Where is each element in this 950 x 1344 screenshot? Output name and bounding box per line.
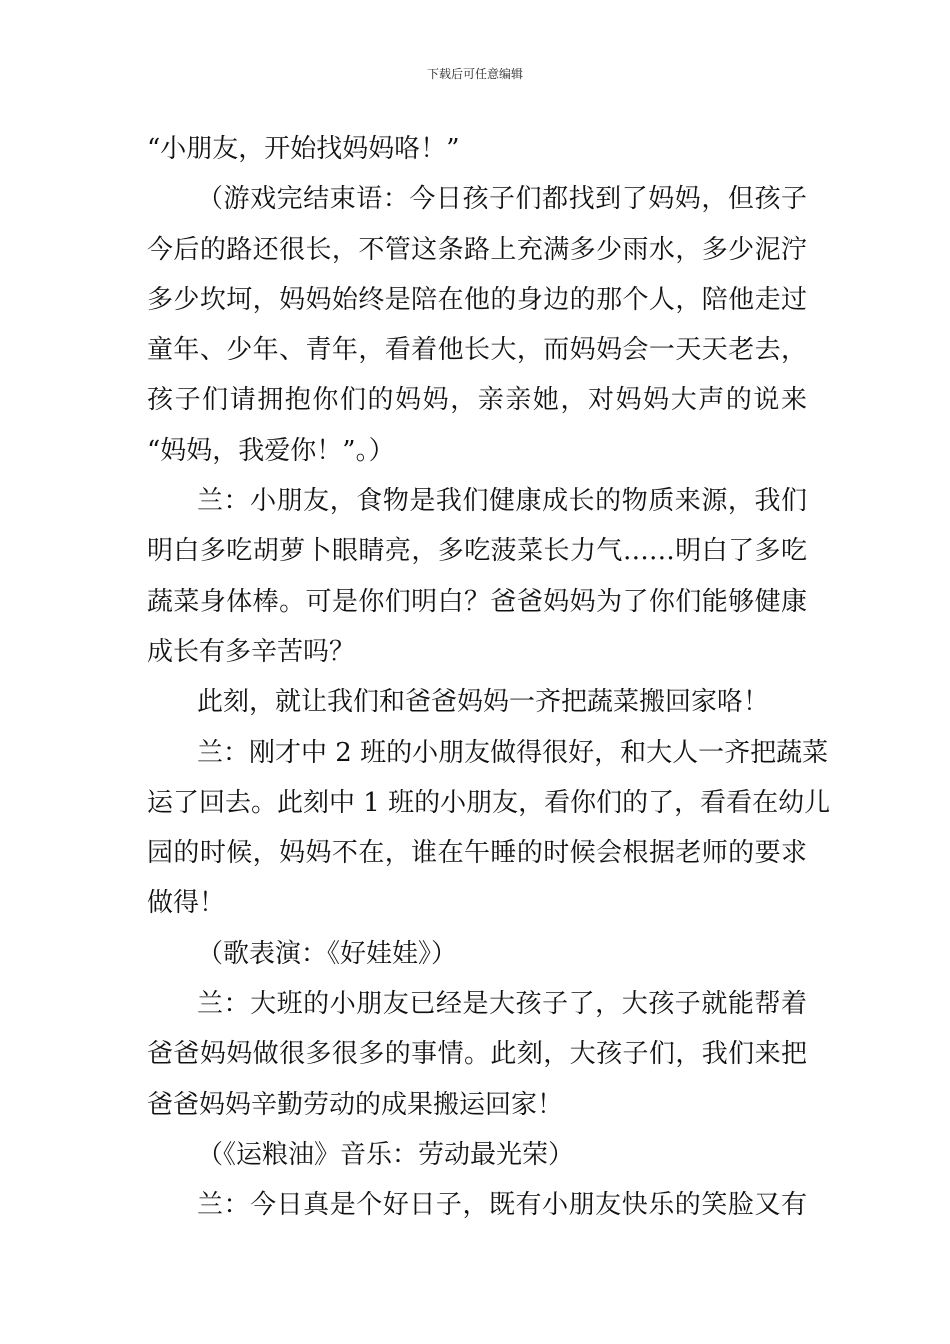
text-line: 蔬菜身体棒。可是你们明白？爸爸妈妈为了你们能够健康 xyxy=(147,586,807,617)
text-line: 童年、少年、青年，看着他长大，而妈妈会一天天老去， xyxy=(147,335,807,366)
text-line: “妈妈，我爱你！”。） xyxy=(147,435,395,466)
text-line: 兰：小朋友，食物是我们健康成长的物质来源，我们 xyxy=(197,486,807,517)
page-header: 下载后可任意编辑 xyxy=(426,67,523,81)
text-line: 兰：刚才中 2 班的小朋友做得很好，和大人一齐把蔬菜 xyxy=(197,737,829,768)
text-line: （游戏完结束语：今日孩子们都找到了妈妈，但孩子 xyxy=(197,184,807,215)
text-line: 成长有多辛苦吗？ xyxy=(147,636,356,667)
text-line: （《运粮油》音乐：劳动最光荣） xyxy=(197,1139,575,1170)
text-line: 爸爸妈妈辛勤劳动的成果搬运回家！ xyxy=(147,1089,564,1120)
text-line: 今后的路还很长，不管这条路上充满多少雨水，多少泥泞 xyxy=(147,234,807,265)
text-line: 做得！ xyxy=(147,888,226,919)
text-line: 此刻，就让我们和爸爸妈妈一齐把蔬菜搬回家咯！ xyxy=(197,687,770,718)
text-line: 兰：今日真是个好日子，既有小朋友快乐的笑脸又有 xyxy=(197,1190,807,1221)
text-line: 园的时候，妈妈不在，谁在午睡的时候会根据老师的要求 xyxy=(147,838,807,869)
text-line: 明白多吃胡萝卜眼睛亮，多吃菠菜长力气……明白了多吃 xyxy=(147,536,807,567)
text-line: 兰：大班的小朋友已经是大孩子了，大孩子就能帮着 xyxy=(197,989,807,1020)
document-body xyxy=(147,124,831,1231)
text-line: （歌表演：《好娃娃》） xyxy=(197,938,458,969)
text-line: “小朋友，开始找妈妈咯！” xyxy=(147,134,460,164)
text-line: 多少坎坷，妈妈始终是陪在他的身边的那个人，陪他走过 xyxy=(147,284,807,315)
text-line: 运了回去。此刻中 1 班的小朋友，看你们的了，看看在幼儿 xyxy=(147,787,831,818)
text-line: 孩子们请拥抱你们的妈妈，亲亲她，对妈妈大声的说来 xyxy=(147,385,807,416)
text-line: 爸爸妈妈做很多很多的事情。此刻，大孩子们，我们来把 xyxy=(147,1039,807,1070)
